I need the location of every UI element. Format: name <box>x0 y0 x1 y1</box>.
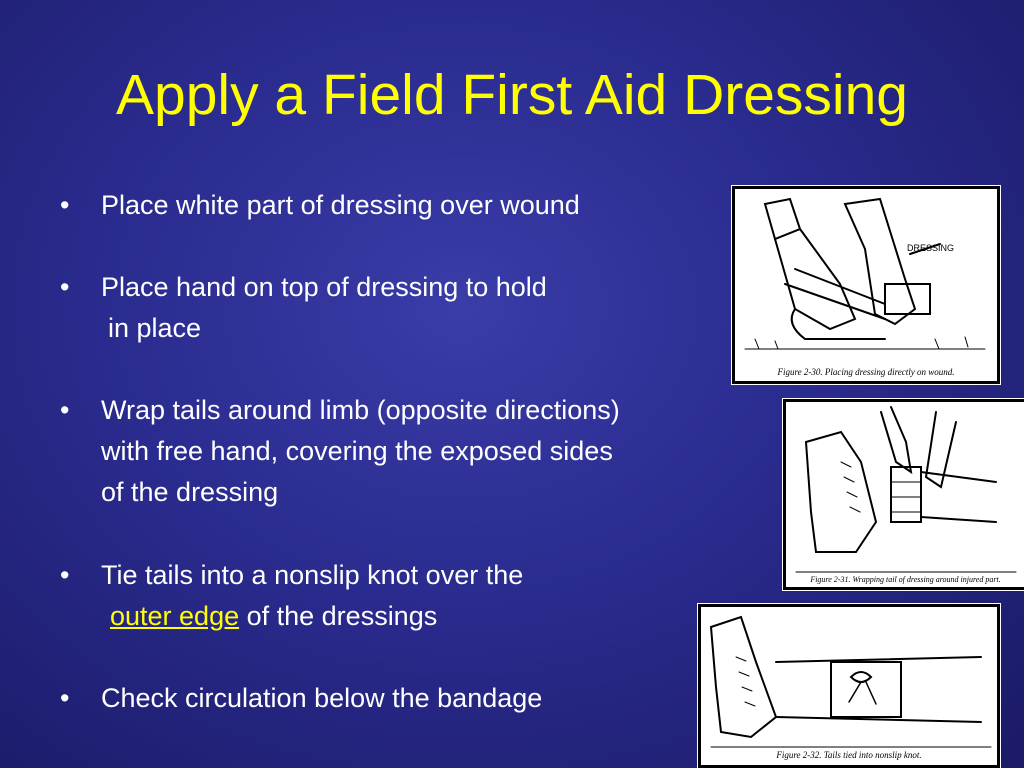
bullet-glyph: • <box>60 190 70 220</box>
sketch-bandage <box>891 467 921 522</box>
figure-wrapping-tail <box>783 399 1024 590</box>
illustration-nonslip-knot <box>701 607 997 765</box>
bullet-text: Wrap tails around limb (opposite directions) <box>101 395 620 425</box>
sketch-hand-left <box>881 407 911 472</box>
outer-edge-link[interactable]: outer edge <box>110 601 240 631</box>
sketch-boot <box>806 432 876 552</box>
sketch-arm <box>845 199 915 324</box>
bullet-text-continued: in place <box>108 313 202 343</box>
bullet-text-continued: of the dressing <box>101 477 279 507</box>
figure-caption: Figure 2-30. Placing dressing directly on wound. <box>777 367 955 377</box>
bullet-text: Place white part of dressing over wound <box>101 190 580 220</box>
bullet-glyph: • <box>60 272 70 302</box>
sketch-boot <box>775 229 855 329</box>
bullet-glyph: • <box>60 683 70 713</box>
sketch-other-arm-lower <box>785 284 885 319</box>
bullet-glyph: • <box>60 395 70 425</box>
figure-label-dressing: DRESSING <box>907 243 955 253</box>
sketch-knot <box>851 672 871 682</box>
sketch-bandage <box>831 662 901 717</box>
slide-title: Apply a Field First Aid Dressing <box>116 63 908 127</box>
bullet-text-continued <box>110 596 437 637</box>
sketch-leg <box>776 657 981 722</box>
bullet-text: Place hand on top of dressing to hold <box>101 272 547 302</box>
illustration-placing-dressing <box>735 189 997 381</box>
sketch-boot <box>711 617 776 737</box>
figure-placing-dressing <box>732 186 1000 384</box>
figure-nonslip-knot <box>698 604 1000 768</box>
bullet-glyph: • <box>60 560 70 590</box>
bullet-text: Tie tails into a nonslip knot over the <box>101 560 524 590</box>
figure-caption: Figure 2-32. Tails tied into nonslip knot. <box>776 750 922 760</box>
bullet-text-rest: of the dressings <box>239 601 438 631</box>
sketch-leg <box>921 472 996 522</box>
sketch-leg <box>765 199 800 239</box>
bullet-text: Check circulation below the bandage <box>101 683 543 713</box>
illustration-wrapping-tail <box>786 402 1024 587</box>
bullet-text-continued: with free hand, covering the exposed sides <box>101 436 613 466</box>
figure-caption: Figure 2-31. Wrapping tail of dressing around injured part. <box>810 575 1001 584</box>
